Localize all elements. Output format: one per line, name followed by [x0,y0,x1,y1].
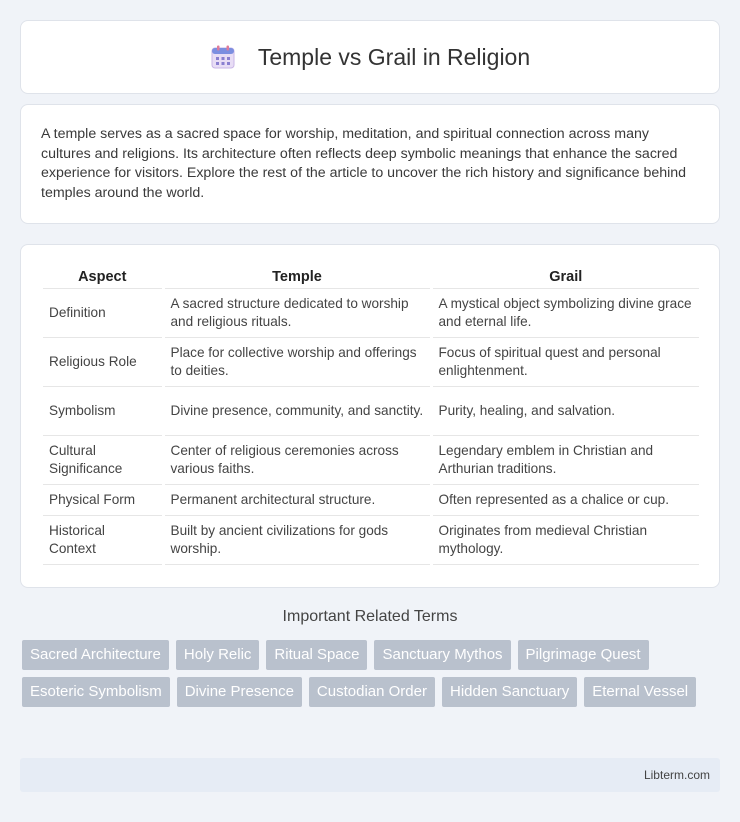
cell-temple: Divine presence, community, and sanctity. [163,387,431,436]
cell-grail: Often represented as a chalice or cup. [431,485,699,516]
related-term-tag[interactable]: Ritual Space [266,640,367,670]
related-term-tag[interactable]: Esoteric Symbolism [22,677,170,707]
related-term-tag[interactable]: Divine Presence [177,677,302,707]
cell-temple: Permanent architectural structure. [163,485,431,516]
cell-aspect: Definition [43,289,163,338]
table-row [43,338,699,387]
header-grail: Grail [431,265,699,289]
cell-temple: Place for collective worship and offerings to deities. [163,338,431,387]
cell-aspect: Symbolism [43,387,163,436]
cell-aspect: Cultural Significance [43,436,163,485]
related-term-tag[interactable]: Holy Relic [176,640,260,670]
table-row [43,289,699,338]
footer [20,758,720,792]
related-term-tag[interactable]: Sanctuary Mythos [374,640,510,670]
intro-section [20,104,720,224]
header-aspect: Aspect [43,265,163,289]
footer-site-link[interactable]: Libterm.com [643,768,710,782]
cell-aspect: Religious Role [43,338,163,387]
page-title: Temple vs Grail in Religion [257,43,531,70]
related-term-tag[interactable]: Eternal Vessel [584,677,696,707]
cell-temple: Built by ancient civilizations for gods worship. [163,516,431,565]
cell-temple: Center of religious ceremonies across various faiths. [163,436,431,485]
header-temple: Temple [163,265,431,289]
related-terms-list [22,640,722,714]
cell-grail: Originates from medieval Christian mythology. [431,516,699,565]
cell-temple: A sacred structure dedicated to worship and religious rituals. [163,289,431,338]
cell-grail: Legendary emblem in Christian and Arthurian traditions. [431,436,699,485]
table-row [43,516,699,565]
table-row [43,436,699,485]
comparison-table [43,265,699,565]
table-row [43,485,699,516]
calendar-icon [210,44,236,70]
table-row [43,387,699,436]
related-term-tag[interactable]: Pilgrimage Quest [518,640,649,670]
cell-aspect: Physical Form [43,485,163,516]
table-header-row [43,265,699,289]
page-header [20,20,720,94]
related-terms-title: Important Related Terms [282,608,458,625]
comparison-table-card [20,244,720,588]
intro-text: A temple serves as a sacred space for worship, meditation, and spiritual connection across many cultures and religions. Its architecture often reflects deep symbolic meanings that enhance the sacred experience for visitors. Explore the rest of the article to uncover the rich history and significance behind temples around the world. [41,126,687,201]
related-term-tag[interactable]: Hidden Sanctuary [442,677,577,707]
cell-grail: Focus of spiritual quest and personal enlightenment. [431,338,699,387]
related-term-tag[interactable]: Custodian Order [309,677,435,707]
related-term-tag[interactable]: Sacred Architecture [22,640,169,670]
cell-grail: A mystical object symbolizing divine grace and eternal life. [431,289,699,338]
cell-aspect: Historical Context [43,516,163,565]
cell-grail: Purity, healing, and salvation. [431,387,699,436]
